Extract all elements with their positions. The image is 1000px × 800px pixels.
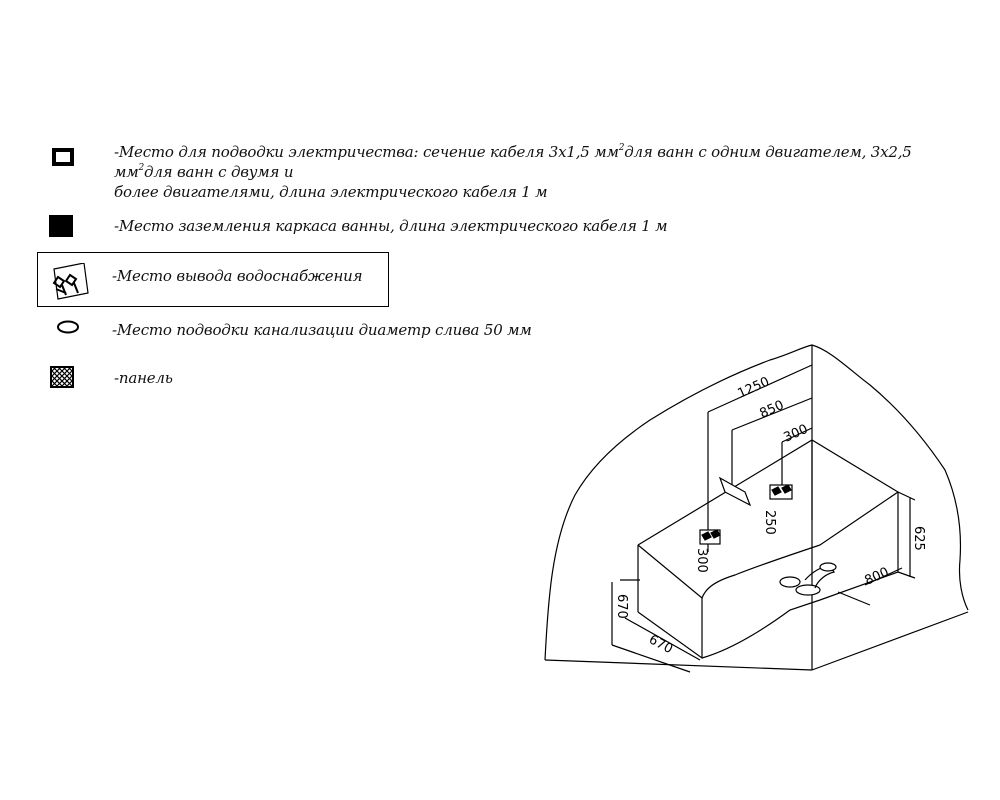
dim-670-width: 670	[646, 632, 676, 658]
drain-text: -Место подводки канализации диаметр слива 50 мм	[112, 321, 532, 339]
grounding-text: -Место заземления каркаса ванны, длина электрического кабеля 1 м	[114, 217, 668, 235]
electric-supply-text: -Место для подводки электричества: сечение кабеля 3х1,5 $мм^2для$ ванн с одним двигателем, 3х2,5 $мм^2для$ ванн с двумя и более двигателями, длина электрического кабеля 1 м	[114, 143, 912, 201]
dim-800: 800	[862, 564, 892, 589]
dim-1250: 1250	[735, 374, 772, 402]
water-outlet-text: -Место вывода водоснабжения	[112, 267, 363, 285]
dim-670-height: 670	[614, 594, 629, 619]
dim-300-side: 300	[694, 548, 709, 573]
dim-300-top: 300	[781, 421, 811, 446]
drain-fitting	[780, 563, 836, 595]
dim-850: 850	[757, 397, 787, 422]
floor-line-right	[812, 612, 968, 670]
water-outlet-marker-2	[700, 530, 720, 544]
dim-625: 625	[911, 526, 926, 551]
dim-250: 250	[762, 510, 777, 535]
water-outlet-marker-1	[770, 485, 792, 499]
panel-text: -панель	[114, 369, 173, 387]
